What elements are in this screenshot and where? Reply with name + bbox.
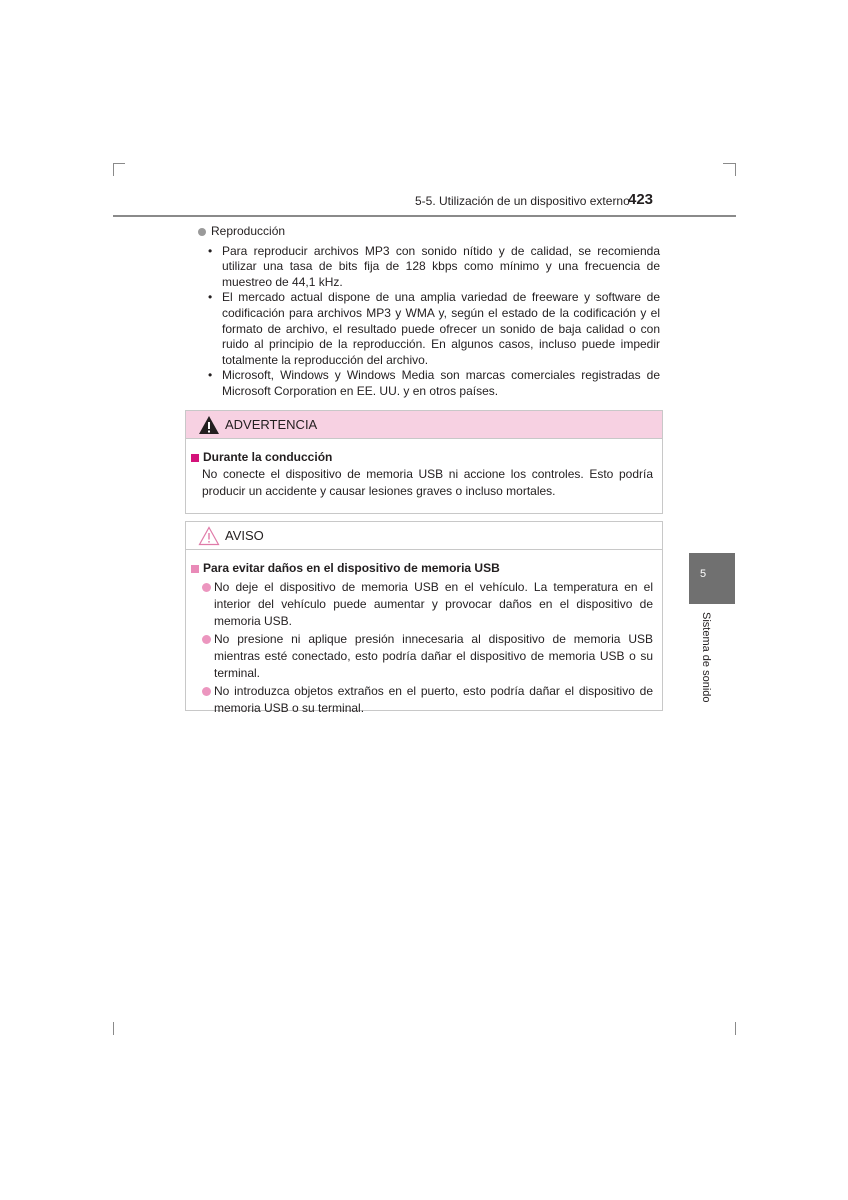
chapter-tab — [689, 553, 735, 604]
chapter-label: Sistema de sonido — [700, 612, 712, 703]
list-item: • Microsoft, Windows y Windows Media son marcas comerciales registradas de Microsoft Corporation en EE. UU. y en otros países. — [196, 368, 660, 399]
crop-mark-top-left-h — [113, 163, 125, 164]
notice-list — [191, 579, 653, 717]
main-content — [196, 224, 660, 400]
magenta-square-icon — [191, 454, 199, 462]
crop-mark-bottom-left — [113, 1022, 114, 1035]
crop-mark-top-right-v — [735, 163, 736, 176]
list-item: • Para reproducir archivos MP3 con sonido nítido y de calidad, se recomienda utilizar una tasa de bits fija de 128 kbps como mínimo y una frecuencia de muestreo de 44,1 kHz. — [196, 244, 660, 291]
warning-body — [186, 439, 662, 500]
notice-body — [186, 550, 662, 717]
crop-mark-bottom-right — [735, 1022, 736, 1035]
warning-triangle-icon — [198, 415, 220, 435]
warning-subheading — [191, 449, 653, 466]
notice-item-text: No introduzca objetos extraños en el puerto, esto podría dañar el dispositivo de memoria USB o su terminal. — [214, 684, 653, 715]
notice-item-text: No presione ni aplique presión innecesaria al dispositivo de memoria USB mientras esté conectado, esto podría dañar el dispositivo de memoria USB o su terminal. — [214, 632, 653, 680]
notice-subheading — [191, 560, 653, 577]
pink-bullet-icon — [202, 635, 211, 644]
notice-title: AVISO — [225, 528, 264, 543]
notice-box — [185, 521, 663, 715]
warning-header — [186, 411, 662, 439]
section-heading — [196, 224, 660, 240]
pink-bullet-icon — [202, 687, 211, 696]
warning-box — [185, 410, 663, 514]
notice-item-text: No deje el dispositivo de memoria USB en el vehículo. La temperatura en el interior del vehículo puede aumentar y provocar daños en el dispositivo de memoria USB. — [214, 580, 653, 628]
header-rule — [113, 215, 736, 217]
crop-mark-top-left-v — [113, 163, 114, 176]
crop-mark-top-right-h — [723, 163, 735, 164]
warning-subheading-text: Durante la conducción — [203, 450, 333, 464]
section-heading-text: Reproducción — [211, 224, 286, 238]
pink-square-icon — [191, 565, 199, 573]
warning-title: ADVERTENCIA — [225, 417, 318, 432]
list-item — [191, 683, 653, 717]
running-header: 5-5. Utilización de un dispositivo externo — [415, 194, 630, 208]
list-item — [191, 579, 653, 630]
chapter-number: 5 — [700, 568, 707, 580]
page-number: 423 — [628, 191, 654, 208]
list-item — [191, 631, 653, 682]
notice-subheading-text: Para evitar daños en el dispositivo de memoria USB — [203, 561, 500, 575]
caution-triangle-icon — [198, 526, 220, 546]
pink-bullet-icon — [202, 583, 211, 592]
list-item: • El mercado actual dispone de una amplia variedad de freeware y software de codificación para archivos MP3 y WMA y, según el estado de la codificación y el formato de archivo, el resultado puede ofrecer un sonido de baja calidad o con ruido al principio de la reproducción. En algunos casos, incluso puede impedir totalmente la reproducción del archivo. — [196, 290, 660, 368]
grey-bullet-icon — [198, 228, 206, 236]
warning-text: No conecte el dispositivo de memoria USB ni accione los controles. Esto podría producir un accidente y causar lesiones graves o incluso mortales. — [202, 467, 653, 498]
notice-header — [186, 522, 662, 550]
playback-notes-list — [196, 244, 660, 400]
